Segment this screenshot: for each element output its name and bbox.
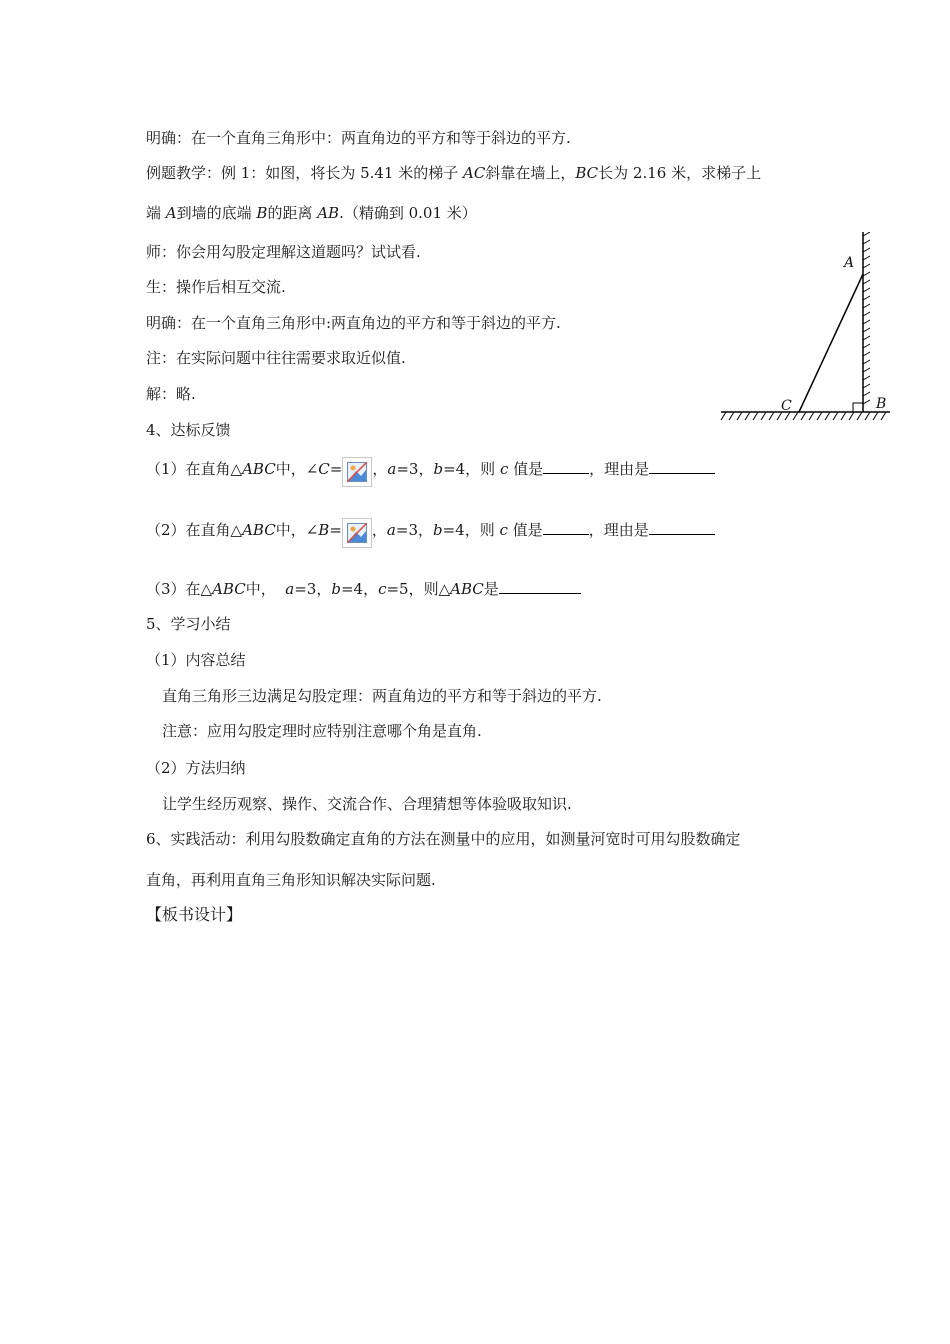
math-var: a xyxy=(285,580,295,598)
math-var: b xyxy=(433,460,444,478)
text: 斜靠在墙上， xyxy=(485,164,576,182)
text: 的距离 xyxy=(267,204,318,222)
math-var: b xyxy=(433,521,443,539)
broken-image-icon xyxy=(342,457,372,487)
attention-text: 注意：应用勾股定理时应特别注意哪个角是直角. xyxy=(162,722,482,740)
broken-image-icon xyxy=(342,518,372,548)
math-var: B xyxy=(318,521,330,539)
board-design-heading: 【板书设计】 xyxy=(146,905,243,924)
text: （3）在△ xyxy=(146,580,213,598)
math-var: AC xyxy=(463,164,486,182)
text: =4，则 xyxy=(443,460,500,478)
teacher-line: 师：你会用勾股定理解这道题吗？试试看. xyxy=(146,243,421,261)
question-3 xyxy=(146,579,581,599)
solution-line: 解：略. xyxy=(146,385,196,403)
text: ，理由是 xyxy=(589,460,650,478)
text: = xyxy=(329,460,343,478)
answer-blank[interactable] xyxy=(543,520,589,535)
text: （1）在直角△ xyxy=(146,460,243,478)
section-6-line-2: 直角，再利用直角三角形知识解决实际问题. xyxy=(146,871,436,889)
text: 值是 xyxy=(508,460,544,478)
text: ，理由是 xyxy=(588,521,649,539)
label-c: C xyxy=(781,398,792,414)
math-var: a xyxy=(386,521,396,539)
label-a: A xyxy=(844,255,855,271)
text: 例题教学：例 1：如图，将长为 5.41 米的梯子 xyxy=(146,164,464,182)
math-var: ABC xyxy=(212,580,246,598)
math-var: b xyxy=(331,580,341,598)
text: 中，∠ xyxy=(275,521,319,539)
label-b: B xyxy=(876,396,887,412)
math-var: A xyxy=(165,204,177,222)
text: 是 xyxy=(483,580,499,598)
reason-blank[interactable] xyxy=(649,459,715,474)
math-var: ABC xyxy=(242,521,276,539)
section-5-heading: 5、学习小结 xyxy=(146,615,231,633)
text: 中，∠ xyxy=(275,460,319,478)
content-summary-heading: （1）内容总结 xyxy=(146,651,246,669)
section-6-line-1: 6、实践活动：利用勾股数确定直角的方法在测量中的应用，如测量河宽时可用勾股数确定 xyxy=(146,830,741,848)
text: =4， xyxy=(340,580,379,598)
method-heading: （2）方法归纳 xyxy=(146,759,246,777)
line-clarify-1: 明确：在一个直角三角形中：两直角边的平方和等于斜边的平方. xyxy=(146,129,571,147)
math-var: B xyxy=(256,204,268,222)
math-var: ABC xyxy=(242,460,276,478)
ladder-line xyxy=(799,274,863,412)
example-1-line-1 xyxy=(146,163,761,183)
math-var: a xyxy=(387,460,397,478)
text: 到墙的底端 xyxy=(176,204,257,222)
answer-blank[interactable] xyxy=(543,459,589,474)
line-clarify-2: 明确：在一个直角三角形中:两直角边的平方和等于斜边的平方. xyxy=(146,314,561,332)
math-var: c xyxy=(499,521,508,539)
section-4-heading: 4、达标反馈 xyxy=(146,421,231,439)
math-var: BC xyxy=(575,164,599,182)
answer-blank[interactable] xyxy=(499,579,581,594)
text: =3， xyxy=(395,521,433,539)
content-summary-text: 直角三角形三边满足勾股定理：两直角边的平方和等于斜边的平方. xyxy=(162,687,602,705)
text: 中， xyxy=(245,580,286,598)
text: =3， xyxy=(294,580,332,598)
reason-blank[interactable] xyxy=(649,520,715,535)
right-angle-marker xyxy=(853,403,863,412)
example-1-line-2 xyxy=(146,203,477,223)
text: 长为 2.16 米，求梯子上 xyxy=(598,164,762,182)
math-var: c xyxy=(499,460,509,478)
text: （2）在直角△ xyxy=(146,521,243,539)
text: =3， xyxy=(396,460,434,478)
ladder-figure xyxy=(718,232,893,424)
note-line: 注：在实际问题中往往需要求取近似值. xyxy=(146,349,406,367)
text: ， xyxy=(372,460,388,478)
question-1 xyxy=(146,452,715,487)
ground-hatching xyxy=(721,412,886,420)
math-var: ABC xyxy=(450,580,484,598)
math-var: C xyxy=(318,460,330,478)
method-text: 让学生经历观察、操作、交流合作、合理猜想等体验吸取知识. xyxy=(162,795,572,813)
math-var: AB. xyxy=(317,204,344,222)
student-line: 生：操作后相互交流. xyxy=(146,278,286,296)
text: （精确到 0.01 米） xyxy=(343,204,477,222)
math-var: c xyxy=(378,580,387,598)
text: ， xyxy=(371,521,387,539)
text: =4，则 xyxy=(442,521,500,539)
wall-hatching xyxy=(863,232,870,404)
text: = xyxy=(329,521,342,539)
text: 值是 xyxy=(507,521,543,539)
text: =5，则△ xyxy=(386,580,451,598)
text: 端 xyxy=(146,204,166,222)
question-2 xyxy=(146,513,715,548)
